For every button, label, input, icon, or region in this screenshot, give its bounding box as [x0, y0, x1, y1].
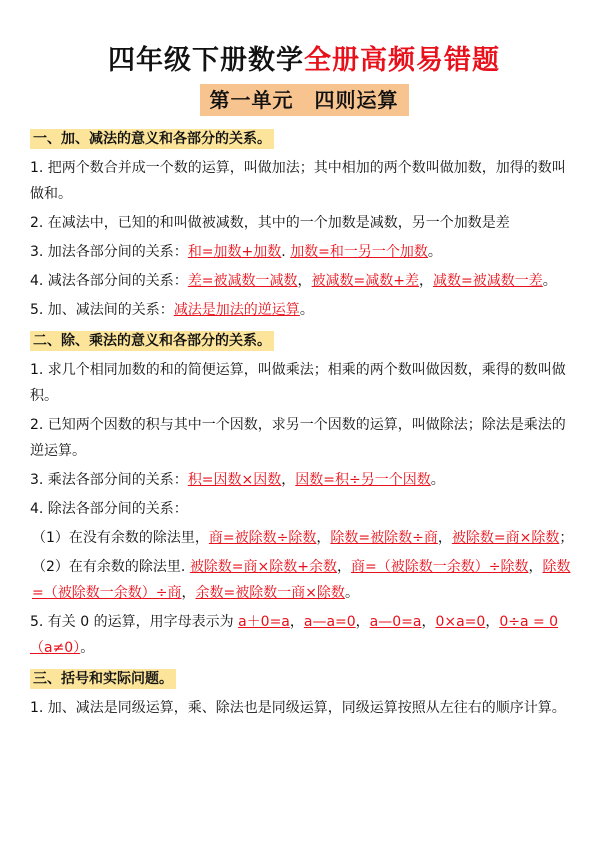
paragraph: [30, 609, 578, 661]
formula-answer: 除数=被除数÷商: [330, 530, 438, 546]
formula-answer: 积=因数×因数: [187, 472, 282, 488]
formula-answer: 差=被减数一减数: [187, 273, 298, 289]
document-content: [30, 124, 578, 721]
text-segment: 。: [344, 585, 359, 601]
text-segment: （2）在有余数的除法里.: [32, 559, 190, 575]
text-segment: 4. 减法各部分间的关系：: [30, 273, 188, 289]
paragraph: [30, 525, 578, 551]
text-segment: 3. 加法各部分间的关系：: [30, 244, 188, 260]
formula-answer: 余数=被除数一商×除数: [195, 585, 345, 601]
text-segment: ，: [289, 614, 304, 630]
text-segment: 。: [80, 640, 95, 656]
formula-answer: 0×a=0: [435, 614, 486, 630]
paragraph: [30, 496, 578, 522]
text-segment: ，: [421, 614, 436, 630]
text-segment: 2. 在减法中，已知的和叫做被减数，其中的一个加数是减数，另一个加数是差: [30, 215, 510, 231]
text-segment: ，: [485, 614, 500, 630]
formula-answer: 加数=和一另一个加数: [290, 244, 428, 260]
page-title: [30, 0, 578, 80]
section-heading: 二、除、乘法的意义和各部分的关系。: [30, 331, 274, 351]
formula-answer: 因数=积÷另一个因数: [295, 472, 431, 488]
text-segment: ；: [559, 530, 574, 546]
text-segment: 。: [542, 273, 557, 289]
formula-answer: 和=加数+加数: [187, 244, 282, 260]
formula-answer: a—a=0: [303, 614, 356, 630]
text-segment: 。: [427, 244, 442, 260]
text-segment: ，: [528, 559, 543, 575]
paragraph: [30, 467, 578, 493]
text-segment: 5. 有关 0 的运算，用字母表示为: [30, 614, 239, 630]
section-heading: 一、加、减法的意义和各部分的关系。: [30, 129, 274, 149]
text-segment: ，: [419, 273, 434, 289]
formula-answer: 商=被除数÷除数: [208, 530, 317, 546]
formula-answer: 减法是加法的逆运算: [173, 302, 300, 318]
paragraph: [30, 357, 578, 409]
formula-answer: 被除数=商×除数+余数: [189, 559, 338, 575]
text-segment: ，: [297, 273, 312, 289]
paragraph: [30, 695, 578, 721]
formula-answer: a—0=a: [369, 614, 422, 630]
text-segment: ，: [316, 530, 331, 546]
text-segment: 4. 除法各部分间的关系：: [30, 501, 188, 517]
text-segment: ，: [355, 614, 370, 630]
paragraph: [30, 268, 578, 294]
text-segment: 1. 加、减法是同级运算，乘、除法也是同级运算，同级运算按照从左往右的顺序计算。: [30, 700, 566, 716]
text-segment: ，: [181, 585, 196, 601]
formula-answer: 0÷a = 0（a≠0）: [30, 614, 559, 656]
section-heading: 三、括号和实际问题。: [30, 669, 176, 689]
text-segment: ，: [437, 530, 452, 546]
paragraph: [30, 155, 578, 207]
paragraph: [30, 239, 578, 265]
text-segment: .: [281, 244, 291, 260]
formula-answer: 被除数=商×除数: [451, 530, 560, 546]
title-red: 全册高频易错题: [304, 45, 500, 76]
formula-answer: a＋0=a: [238, 614, 290, 630]
formula-answer: 减数=被减数一差: [433, 273, 543, 289]
text-segment: ，: [337, 559, 352, 575]
formula-answer: 被减数=减数+差: [311, 273, 420, 289]
title-black: 四年级下册数学: [108, 45, 304, 76]
unit-heading: 第一单元 四则运算: [200, 84, 409, 116]
text-segment: 1. 求几个相同加数的和的简便运算，叫做乘法；相乘的两个数叫做因数，乘得的数叫做积。: [30, 362, 566, 404]
formula-answer: 商=（被除数一余数）÷除数: [351, 559, 529, 575]
text-segment: 3. 乘法各部分间的关系：: [30, 472, 188, 488]
text-segment: 2. 已知两个因数的积与其中一个因数，求另一个因数的运算，叫做除法；除法是乘法的逆运算。: [30, 417, 566, 459]
paragraph: [30, 297, 578, 323]
paragraph: [30, 412, 578, 464]
formula-answer: 除数=（被除数一余数）÷商: [32, 559, 571, 601]
text-segment: （1）在没有余数的除法里，: [32, 530, 209, 546]
paragraph: [30, 554, 578, 606]
paragraph: [30, 210, 578, 236]
text-segment: 1. 把两个数合并成一个数的运算，叫做加法；其中相加的两个数叫做加数，加得的数叫做和。: [30, 160, 566, 202]
text-segment: 。: [299, 302, 314, 318]
text-segment: 。: [430, 472, 445, 488]
text-segment: ，: [281, 472, 296, 488]
text-segment: 5. 加、减法间的关系：: [30, 302, 174, 318]
